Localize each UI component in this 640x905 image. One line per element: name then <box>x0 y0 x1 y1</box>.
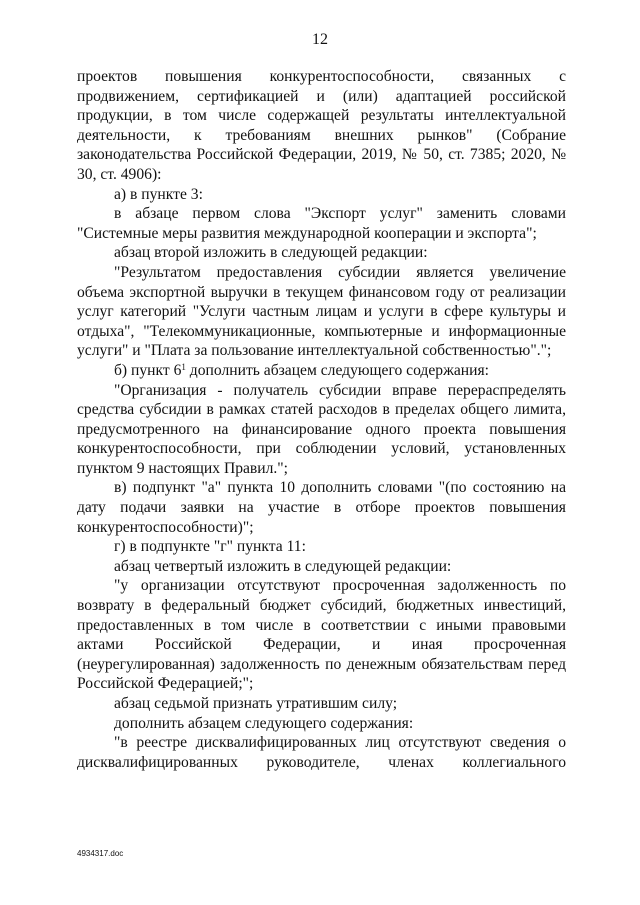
paragraph-item-g-quote: "у организации отсутствуют просроченная задолженность по возврату в федеральный бюджет субсидий, бюджетных инвестиций, предоставленных в том числе в соответствии с иными правовыми актами Российской Федерации, и иная просроченная (неурегулированная) задолженность по денежным обязательствам перед Российской Федерацией;"; <box>77 577 566 693</box>
paragraph-item-b-text: б) пункт 6 <box>114 361 182 379</box>
paragraph-item-g-add: дополнить абзацем следующего содержания: <box>114 714 414 732</box>
paragraph-item-b-quote: "Организация - получатель субсидии вправе перераспределять средства субсидии в рамках статей расходов в пределах общего лимита, предусмотренного на финансирование одного проекта повышения конкурентоспособности, при соблюдении условий, установленных пунктом 9 настоящих Правил."; <box>77 381 566 477</box>
paragraph-item-g-seventh: абзац седьмой признать утратившим силу; <box>114 695 398 712</box>
superscript: 1 <box>181 361 186 372</box>
paragraph-item-g: г) в подпункте "г" пункта 11: <box>114 538 306 556</box>
paragraph-item-a-replace: в абзаце первом слова "Экспорт услуг" заменить словами "Системные меры развития международной кооперации и экспорта"; <box>77 205 566 242</box>
paragraph-item-v: в) подпункт "а" пункта 10 дополнить словами "(по состоянию на дату подачи заявки на участие в отборе проектов повышения конкурентоспособности)"; <box>77 479 566 536</box>
document-body <box>77 67 566 772</box>
paragraph-item-g-registry-quote: "в реестре дисквалифицированных лиц отсутствуют сведения о дисквалифицированных руководителе, членах коллегиального <box>77 734 566 771</box>
paragraph-item-b <box>77 361 566 381</box>
document-file-id: 4934317.doc <box>77 849 124 858</box>
paragraph-item-a-second: абзац второй изложить в следующей редакции: <box>114 244 428 262</box>
page-number: 12 <box>312 31 328 48</box>
paragraph-item-a: а) в пункте 3: <box>114 185 203 203</box>
paragraph-item-b-text-rest: дополнить абзацем следующего содержания: <box>185 361 489 379</box>
paragraph-intro-continuation: проектов повышения конкурентоспособности, связанных с продвижением, сертификацией и (или) адаптацией российской продукции, в том числе содержащей результаты интеллектуальной деятельности, к требованиям внешних рынков" (Собрание законодательства Российской Федерации, 2019, № 50, ст. 7385; 2020, № 30, ст. 4906): <box>77 68 566 183</box>
paragraph-item-a-quote: "Результатом предоставления субсидии является увеличение объема экспортной выручки в текущем финансовом году от реализации услуг категорий "Услуги частным лицам и услуги в сфере культуры и отдыха", "Телекоммуникационные, компьютерные и информационные услуги" и "Плата за пользование интеллектуальной собственностью"."; <box>77 263 566 360</box>
paragraph-item-g-fourth: абзац четвертый изложить в следующей редакции: <box>114 557 452 575</box>
